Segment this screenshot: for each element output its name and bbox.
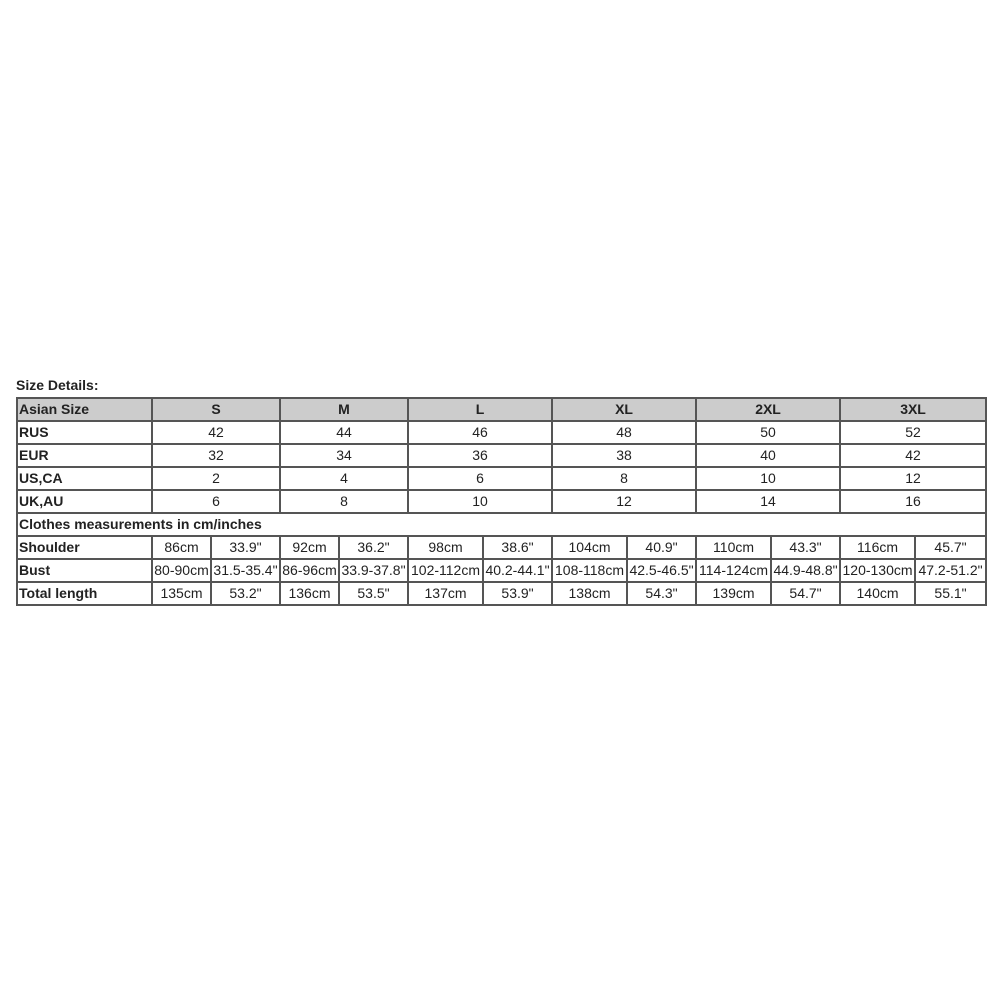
table-cell: 42	[840, 444, 986, 467]
table-row	[17, 559, 986, 582]
table-cell: 53.2"	[211, 582, 280, 605]
measurements-title: Clothes measurements in cm/inches	[17, 513, 986, 536]
table-cell: 40.9"	[627, 536, 696, 559]
table-cell: 137cm	[408, 582, 483, 605]
table-cell: 86-96cm	[280, 559, 339, 582]
size-header-l: L	[408, 398, 552, 421]
table-row	[17, 421, 986, 444]
size-header-3xl: 3XL	[840, 398, 986, 421]
table-cell: 8	[552, 467, 696, 490]
table-cell: 48	[552, 421, 696, 444]
table-cell: 138cm	[552, 582, 627, 605]
table-cell: 98cm	[408, 536, 483, 559]
table-cell: 53.9"	[483, 582, 552, 605]
row-label-total-length: Total length	[17, 582, 152, 605]
table-cell: 10	[408, 490, 552, 513]
table-cell: 12	[552, 490, 696, 513]
table-cell: 114-124cm	[696, 559, 771, 582]
table-cell: 42	[152, 421, 280, 444]
table-cell: 43.3"	[771, 536, 840, 559]
table-cell: 38.6"	[483, 536, 552, 559]
table-cell: 40	[696, 444, 840, 467]
size-header-m: M	[280, 398, 408, 421]
size-header-s: S	[152, 398, 280, 421]
table-cell: 104cm	[552, 536, 627, 559]
table-row	[17, 467, 986, 490]
table-cell: 33.9"	[211, 536, 280, 559]
table-cell: 36.2"	[339, 536, 408, 559]
table-cell: 120-130cm	[840, 559, 915, 582]
table-cell: 34	[280, 444, 408, 467]
table-cell: 10	[696, 467, 840, 490]
table-cell: 80-90cm	[152, 559, 211, 582]
table-cell: 55.1"	[915, 582, 986, 605]
size-details-section	[16, 375, 986, 606]
table-cell: 116cm	[840, 536, 915, 559]
table-cell: 6	[152, 490, 280, 513]
table-cell: 102-112cm	[408, 559, 483, 582]
table-cell: 33.9-37.8"	[339, 559, 408, 582]
table-row	[17, 444, 986, 467]
table-cell: 44.9-48.8"	[771, 559, 840, 582]
table-cell: 38	[552, 444, 696, 467]
asian-size-label: Asian Size	[17, 398, 152, 421]
row-label-bust: Bust	[17, 559, 152, 582]
table-row	[17, 536, 986, 559]
row-label-rus: RUS	[17, 421, 152, 444]
size-header-row	[17, 398, 986, 421]
table-cell: 32	[152, 444, 280, 467]
size-header-2xl: 2XL	[696, 398, 840, 421]
row-label-us-ca: US,CA	[17, 467, 152, 490]
table-cell: 140cm	[840, 582, 915, 605]
table-cell: 110cm	[696, 536, 771, 559]
table-cell: 54.7"	[771, 582, 840, 605]
table-cell: 53.5"	[339, 582, 408, 605]
table-cell: 86cm	[152, 536, 211, 559]
size-header-xl: XL	[552, 398, 696, 421]
table-cell: 44	[280, 421, 408, 444]
table-cell: 47.2-51.2"	[915, 559, 986, 582]
table-cell: 52	[840, 421, 986, 444]
row-label-uk-au: UK,AU	[17, 490, 152, 513]
table-cell: 4	[280, 467, 408, 490]
table-cell: 139cm	[696, 582, 771, 605]
table-cell: 6	[408, 467, 552, 490]
row-label-eur: EUR	[17, 444, 152, 467]
table-cell: 2	[152, 467, 280, 490]
table-row	[17, 490, 986, 513]
table-cell: 136cm	[280, 582, 339, 605]
table-cell: 40.2-44.1"	[483, 559, 552, 582]
table-cell: 14	[696, 490, 840, 513]
table-cell: 8	[280, 490, 408, 513]
table-cell: 92cm	[280, 536, 339, 559]
size-chart-table	[16, 397, 987, 606]
table-cell: 108-118cm	[552, 559, 627, 582]
table-cell: 42.5-46.5"	[627, 559, 696, 582]
row-label-shoulder: Shoulder	[17, 536, 152, 559]
table-cell: 54.3"	[627, 582, 696, 605]
size-details-title: Size Details:	[16, 377, 99, 393]
table-cell: 45.7"	[915, 536, 986, 559]
table-cell: 50	[696, 421, 840, 444]
table-cell: 46	[408, 421, 552, 444]
table-row	[17, 582, 986, 605]
table-cell: 31.5-35.4"	[211, 559, 280, 582]
table-cell: 12	[840, 467, 986, 490]
table-cell: 16	[840, 490, 986, 513]
table-cell: 135cm	[152, 582, 211, 605]
measurements-title-row	[17, 513, 986, 536]
table-cell: 36	[408, 444, 552, 467]
